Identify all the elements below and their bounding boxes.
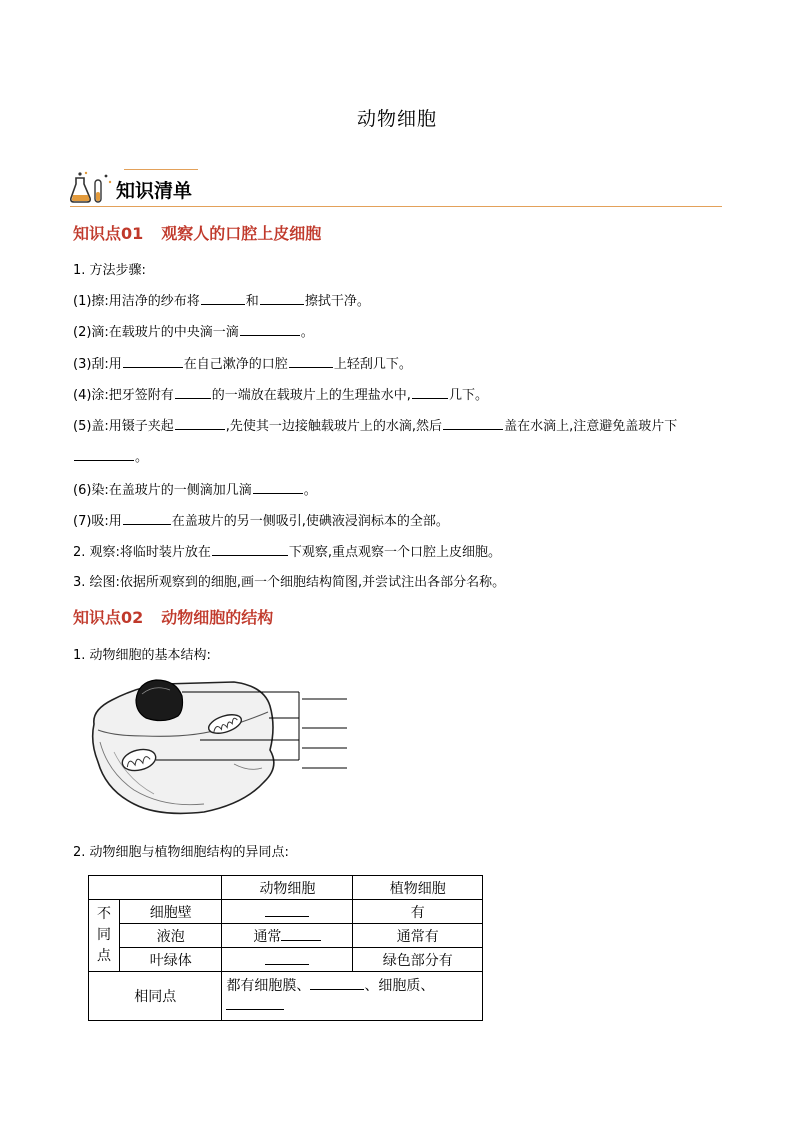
blank (265, 951, 309, 965)
same-content: 都有细胞膜、 、细胞质、 (222, 972, 483, 1021)
comparison-table (88, 875, 483, 1021)
basic-structure-label: 1. 动物细胞的基本结构: (73, 648, 211, 663)
blank (175, 417, 225, 430)
step-3: (3)刮:用 在自己漱净的口腔 上轻刮几下。 (73, 357, 412, 372)
blank (289, 355, 333, 368)
observe-line: 2. 观察:将临时装片放在 下观察,重点观察一个口腔上皮细胞。 (73, 545, 502, 560)
header-plant: 植物细胞 (353, 876, 483, 900)
kp1-title: 观察人的口腔上皮细胞 (161, 224, 322, 243)
blank (260, 292, 304, 305)
blank (74, 448, 134, 461)
plant-cell-value: 有 (353, 900, 483, 924)
blank (310, 976, 364, 990)
divider (124, 169, 198, 170)
diff-label: 不 同 点 (89, 900, 120, 972)
step-5-cont: 。 (73, 446, 148, 465)
step-6: (6)染:在盖玻片的一侧滴加几滴 。 (73, 483, 317, 498)
table-corner (89, 876, 222, 900)
table-header-row (89, 876, 483, 900)
blank (201, 292, 245, 305)
blank (123, 355, 183, 368)
table-row (89, 948, 483, 972)
row-name: 液泡 (120, 924, 222, 948)
plant-cell-value: 绿色部分有 (353, 948, 483, 972)
blank (265, 903, 309, 917)
blank (253, 481, 303, 494)
blank (123, 512, 171, 525)
header-animal: 动物细胞 (222, 876, 353, 900)
divider (70, 206, 722, 207)
kp2-heading (73, 605, 273, 628)
same-label: 相同点 (89, 972, 222, 1021)
step-2: (2)滴:在载玻片的中央滴一滴 。 (73, 325, 314, 340)
table-row (89, 972, 483, 1021)
section-label: 知识清单 (116, 180, 193, 202)
step-5: (5)盖:用镊子夹起 ,先使其一边接触载玻片上的水滴,然后 盖在水滴上,注意避免盖玻片下 (73, 419, 678, 434)
row-name: 细胞壁 (120, 900, 222, 924)
kp2-number: 知识点02 (73, 608, 144, 627)
step-7: (7)吸:用 在盖玻片的另一侧吸引,使碘液浸润标本的全部。 (73, 514, 449, 529)
blank (412, 386, 448, 399)
animal-cell-value (222, 948, 353, 972)
blank (212, 543, 288, 556)
blank (443, 417, 503, 430)
table-row (89, 900, 483, 924)
blank (281, 927, 321, 941)
draw-line: 3. 绘图:依据所观察到的细胞,画一个细胞结构简图,并尝试注出各部分名称。 (73, 575, 506, 590)
blank (226, 996, 284, 1010)
page-title: 动物细胞 (356, 108, 437, 130)
table-row (89, 924, 483, 948)
kp2-title: 动物细胞的结构 (161, 608, 274, 627)
comparison-label: 2. 动物细胞与植物细胞结构的异同点: (73, 845, 289, 860)
animal-cell-value: 通常 (222, 924, 353, 948)
row-name: 叶绿体 (120, 948, 222, 972)
kp1-heading (73, 221, 321, 244)
lab-flask-icon (70, 170, 114, 206)
nucleus (136, 680, 183, 721)
method-heading: 1. 方法步骤: (73, 263, 146, 278)
plant-cell-value: 通常有 (353, 924, 483, 948)
blank (240, 323, 300, 336)
cell-membrane (93, 682, 274, 813)
blank (175, 386, 211, 399)
kp1-number: 知识点01 (73, 224, 144, 243)
step-4: (4)涂:把牙签附有 的一端放在载玻片上的生理盐水中, 几下。 (73, 388, 488, 403)
animal-cell-diagram (84, 672, 354, 822)
animal-cell-value (222, 900, 353, 924)
step-1: (1)擦:用洁净的纱布将 和 擦拭干净。 (73, 294, 370, 309)
